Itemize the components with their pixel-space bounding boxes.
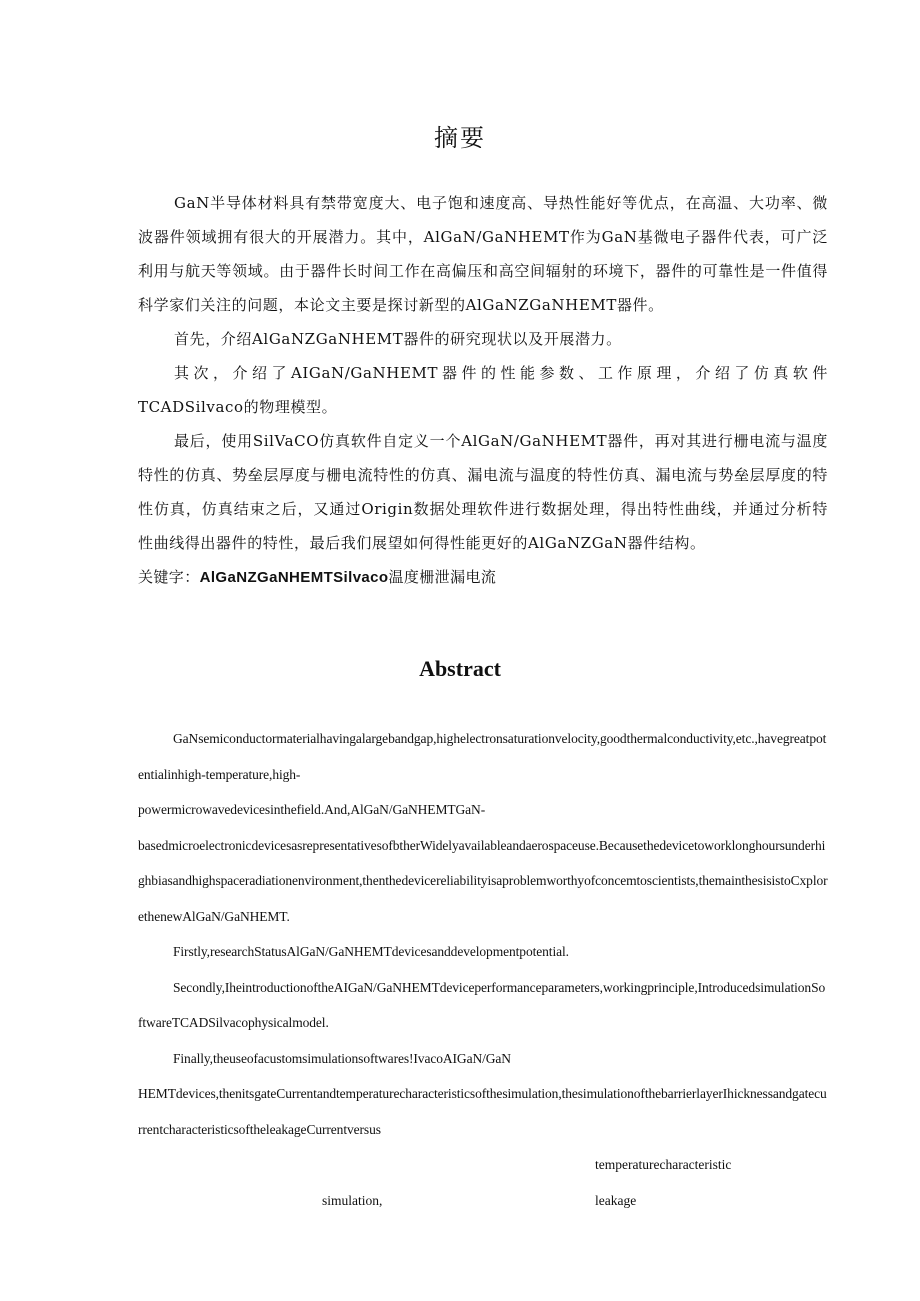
en-paragraph-4d <box>138 1183 828 1219</box>
cn-paragraph-1: GaN半导体材料具有禁带宽度大、电子饱和速度高、导热性能好等优点，在高温、大功率、微波器件领域拥有很大的开展潜力。其中，AlGaN/GaNHEMT作为GaN基微电子器件代表，可广泛利用与航天等领域。由于器件长时间工作在高偏压和高空间辐射的环境下，器件的可靠性是一件值得科学家们关注的问题，本论文主要是探讨新型的AlGaNZGaNHEMT器件。 <box>138 194 828 314</box>
en-paragraph-1a: GaNsemiconductormaterialhavingalargebandgap,highelectronsaturationvelocity,goodthermalconductivity,etc.,havegreatpotentialinhigh-temperature,high- <box>138 731 827 782</box>
en-paragraph-2: Firstly,researchStatusAlGaN/GaNHEMTdevicesanddevelopmentpotential. <box>173 944 569 959</box>
en-paragraph-4a: Finally,theuseofacustomsimulationsoftwares!IvacoAIGaN/GaN <box>173 1050 511 1066</box>
en-paragraph-1b: powermicrowavedevicesinthefield.And,AlGaN/GaNHEMTGaN- <box>138 802 486 817</box>
cn-paragraph-3: 其次，介绍了AIGaN/GaNHEMT器件的性能参数、工作原理，介绍了仿真软件TCADSilvaco的物理模型。 <box>138 364 828 416</box>
en-paragraph-4b: HEMTdevices,thenitsgateCurrentandtemperaturecharacteristicsofthesimulation,thesimulationofthebarrierlayerIhicknessandgatecurrentcharacteristicsoftheleakageCurrentversus <box>138 1086 827 1137</box>
abstract-title-cn: 摘要 <box>434 124 486 152</box>
abstract-title-en: Abstract <box>419 656 501 681</box>
abstract-body-en <box>138 721 828 1218</box>
en-paragraph-3: Secondly,IheintroductionoftheAIGaN/GaNHEMTdeviceperformanceparameters,workingprinciple,IntroducedsimulationSoftwareTCADSilvacophysicalmodel. <box>138 979 826 1030</box>
en-paragraph-1c: basedmicroelectronicdevicesasrepresentativesofbtherWidelyavailableandaerospaceuse.Becausethedevicetoworklonghoursunderhighbiasandhighspaceradiationenvironment,thenthedevicereliabilityisaproblemworthyofconcemtoscientists,themainthesisistoCxplorethenewAlGaN/GaNHEMT. <box>138 837 828 924</box>
en-tail-leakage: leakage <box>595 1192 637 1208</box>
keywords-line <box>138 560 828 595</box>
cn-paragraph-2: 首先，介绍AlGaNZGaNHEMT器件的研究现状以及开展潜力。 <box>174 330 622 348</box>
keywords-value-rest: 温度栅泄漏电流 <box>388 568 497 586</box>
en-tail-col-b-line1: temperaturecharacteristic <box>595 1157 732 1172</box>
en-paragraph-4c <box>138 1147 828 1183</box>
keywords-label: 关键字： <box>138 568 200 586</box>
en-tail-simulation: simulation, <box>322 1192 383 1208</box>
abstract-body-cn <box>138 186 828 595</box>
keywords-value-bold: AlGaNZGaNHEMTSilvaco <box>199 569 389 586</box>
cn-paragraph-4: 最后，使用SilVaCO仿真软件自定义一个AlGaN/GaNHEMT器件，再对其进行栅电流与温度特性的仿真、势垒层厚度与栅电流特性的仿真、漏电流与温度的特性仿真、漏电流与势垒层厚度的特性仿真，仿真结束之后，又通过Origin数据处理软件进行数据处理，得出特性曲线，并通过分析特性曲线得出器件的特性，最后我们展望如何得性能更好的AlGaNZGaN器件结构。 <box>138 432 828 552</box>
